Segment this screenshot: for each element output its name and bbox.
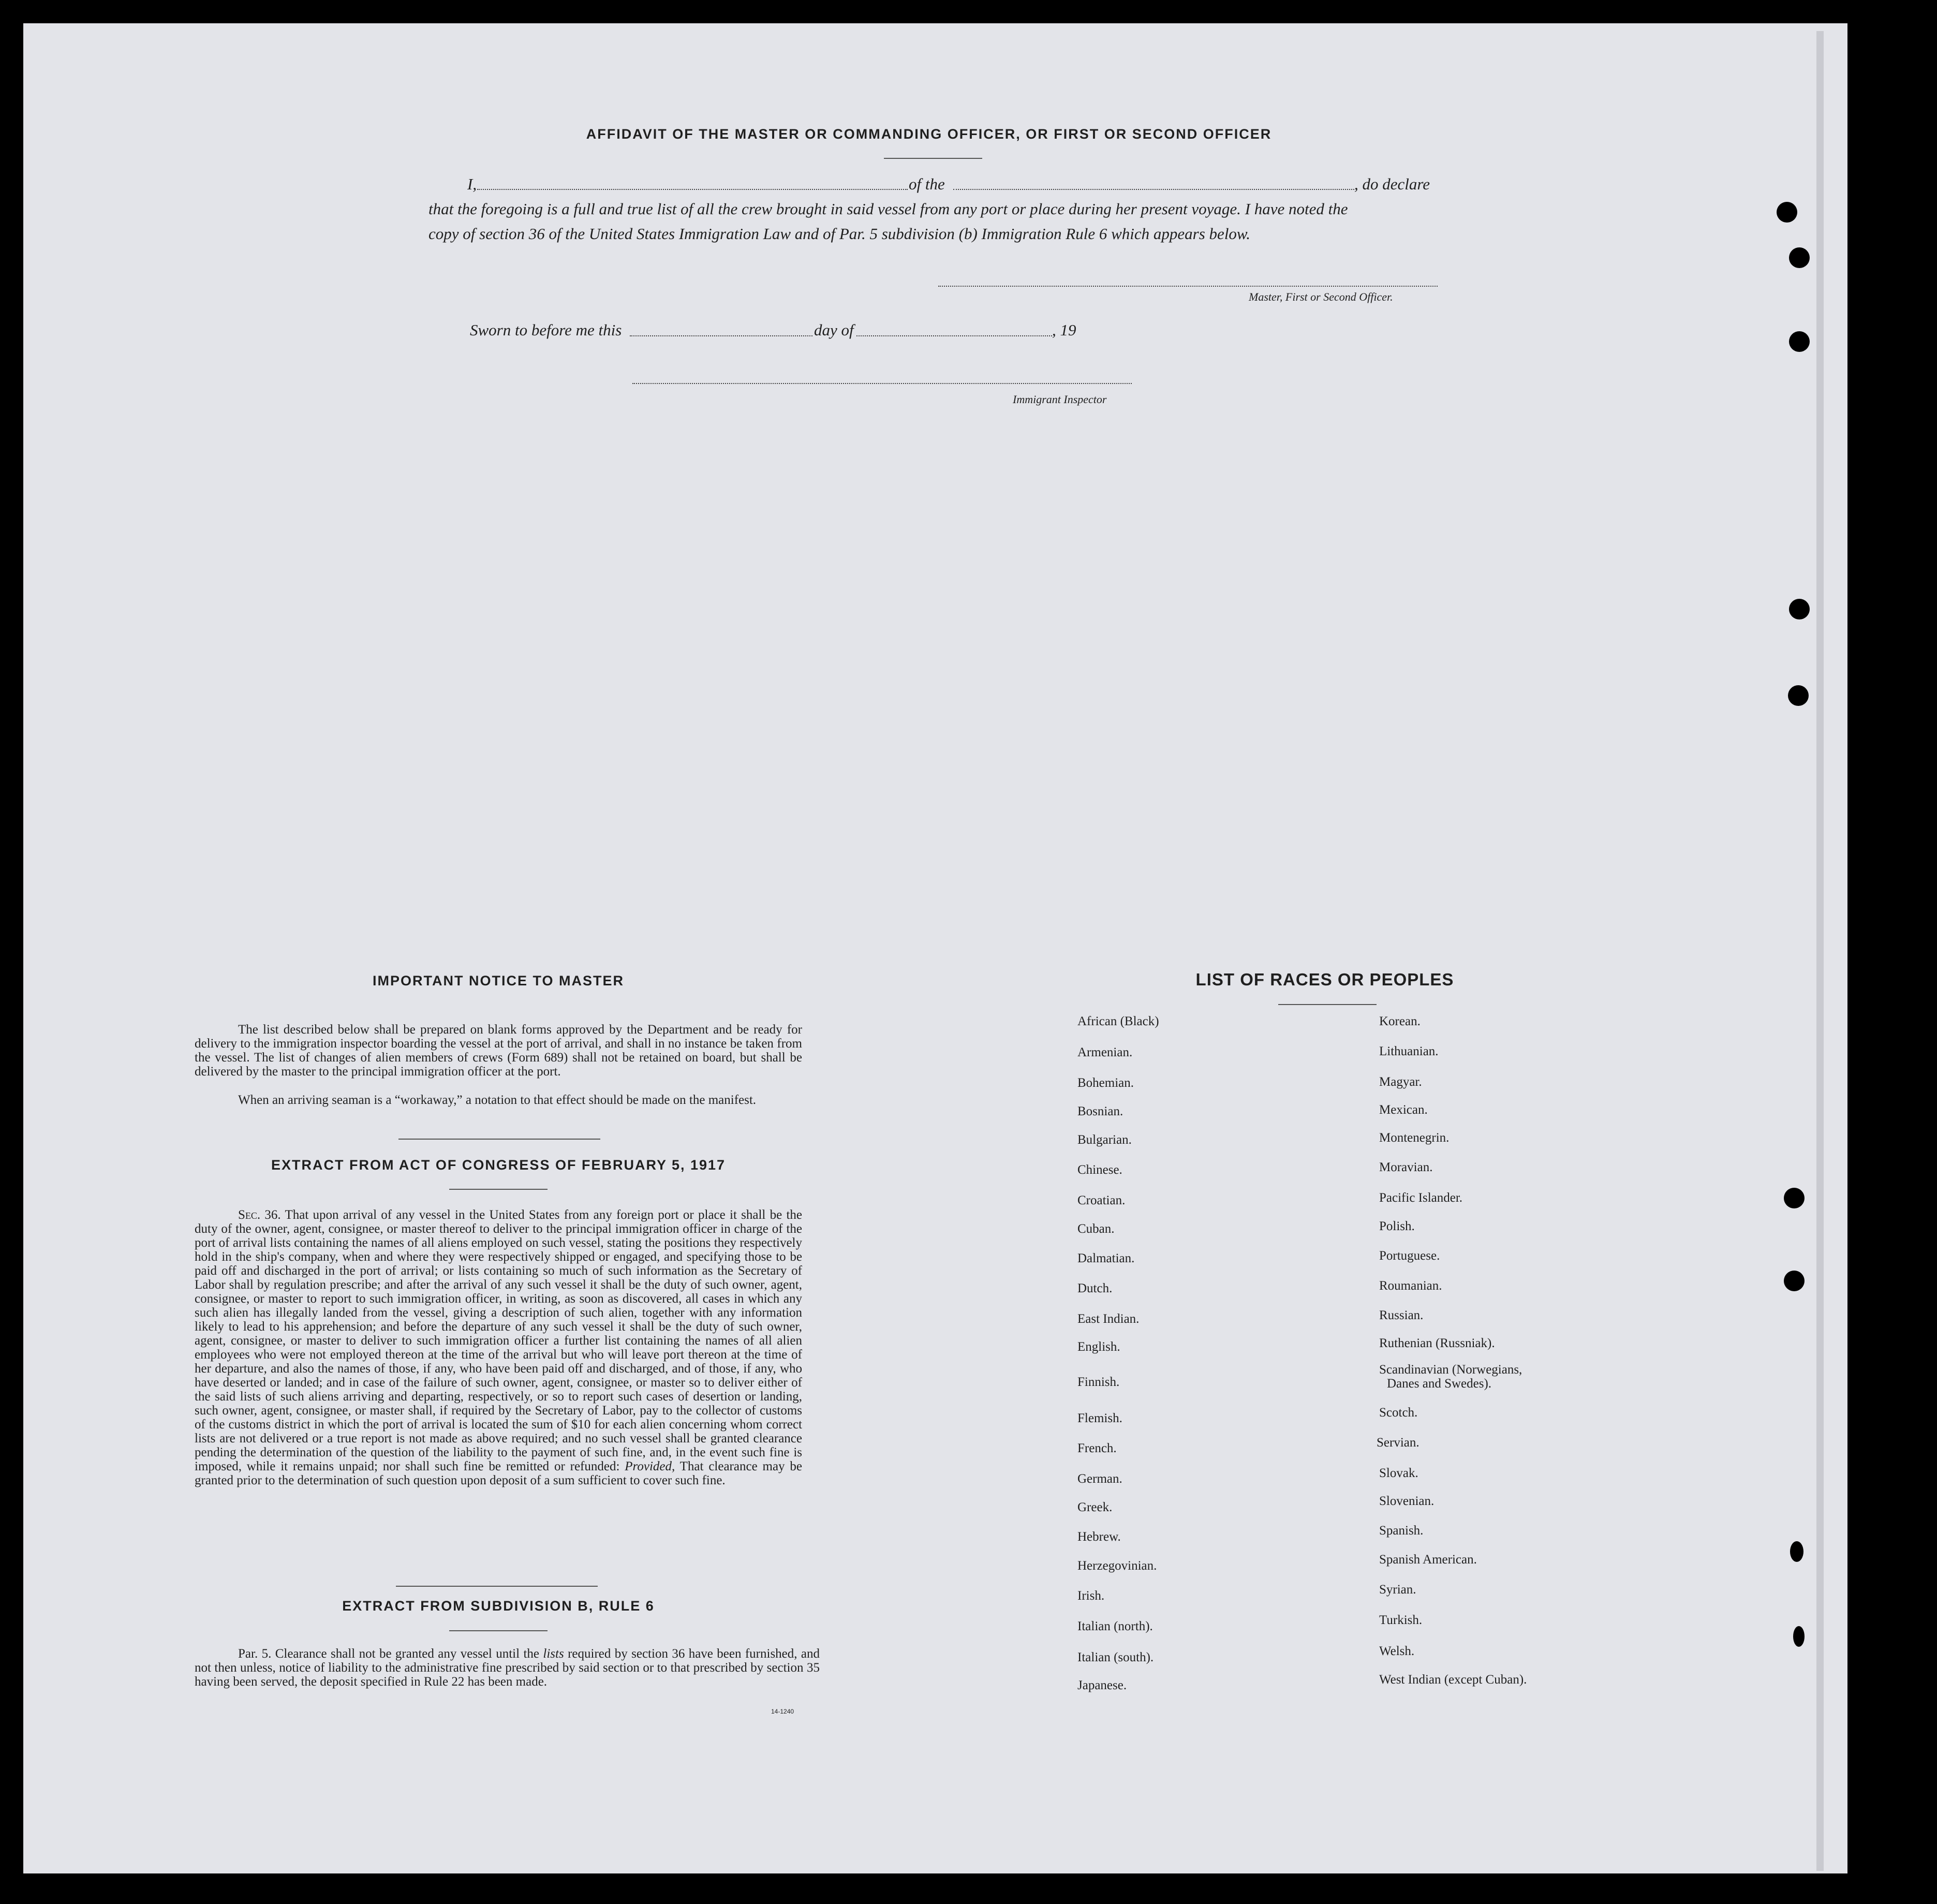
race-left-11: East Indian. — [1077, 1312, 1140, 1326]
form-number: 14-1240 — [771, 1708, 794, 1715]
punch-hole — [1788, 685, 1809, 706]
race-right-17: Slovak. — [1379, 1466, 1418, 1480]
affidavit-of-the-label: of the — [909, 175, 945, 193]
punch-hole — [1793, 1626, 1805, 1647]
race-left-13: Finnish. — [1077, 1375, 1120, 1389]
punch-hole — [1784, 1188, 1805, 1208]
race-right-6: Moravian. — [1379, 1160, 1433, 1174]
race-right-9: Portuguese. — [1379, 1249, 1440, 1263]
affidavit-i-label: I, — [467, 175, 477, 193]
notice-paragraph-2: When an arriving seaman is a “workaway,” a notation to that effect should be made on the manifest. — [238, 1093, 757, 1107]
race-left-1: African (Black) — [1077, 1014, 1159, 1028]
vessel-blank-line[interactable] — [953, 189, 1354, 190]
race-right-10: Roumanian. — [1379, 1279, 1442, 1293]
race-right-24: West Indian (except Cuban). — [1379, 1673, 1527, 1687]
affidavit-body-line-1: that the foregoing is a full and true list of all the crew brought in said vessel from any port or place during her present voyage. I have noted the — [428, 200, 1348, 218]
act-title: EXTRACT FROM ACT OF CONGRESS OF FEBRUARY 5, 1917 — [271, 1157, 726, 1173]
race-right-4: Mexican. — [1379, 1103, 1428, 1117]
race-left-18: Hebrew. — [1077, 1530, 1121, 1544]
act-body: That upon arrival of any vessel in the United States from any foreign port or place it shall be the duty of the owner, agent, consignee, or master thereof to deliver to the principal immigration officer in charge of the port of arrival lists containing the names of all aliens employed on such vessel, stating the positions they respectively hold in the ship's company, when and where they were respectively shipped or engaged, and specifying those to be paid off and discharged in the port of arrival; or lists containing so much of such information as the Secretary of Labor shall by regulation prescribe; and after the arrival of any such vessel it shall be the duty of such owner, agent, consignee, or master to report to such immigration officer, in writing, as soon as discovered, all cases in which any such alien has illegally landed from the vessel, giving a description of such alien, together with any information likely to lead to his apprehension; and before the departure of any such vessel it shall be the duty of such owner, agent, consignee, or master to deliver to such immigration officer a further list containing the names of all alien employees who were not employed thereon at the time of the arrival but who will leave port thereon at the time of her departure, and also the names of those, if any, who have been paid off and discharged, and of those, if any, who have deserted or landed; and in case of the failure of such owner, agent, consignee, or master so to deliver either of the said lists of such aliens arriving and departing, respectively, or so to report such cases of desertion or landing, such owner, agent, consignee, or master shall, if required by the Secretary of Labor, pay to the collector of customs of the customs district in which the port of arrival is located the sum of $10 for each alien concerning whom correct lists are not delivered or a true report is not made as above required; and no such vessel shall be granted clearance pending the determination of the question of the liability to the payment of such fine, and, in the event such fine is imposed, while it remains unpaid; nor shall such fine be remitted or refunded: — [195, 1208, 802, 1473]
race-left-10: Dutch. — [1077, 1281, 1113, 1295]
divider — [884, 158, 982, 159]
race-left-6: Chinese. — [1077, 1163, 1122, 1177]
race-right-8: Polish. — [1379, 1219, 1415, 1233]
race-left-12: English. — [1077, 1340, 1120, 1354]
race-left-2: Armenian. — [1077, 1045, 1133, 1059]
race-left-16: German. — [1077, 1472, 1122, 1486]
master-signature-caption: Master, First or Second Officer. — [1249, 290, 1393, 303]
race-left-5: Bulgarian. — [1077, 1133, 1132, 1147]
race-right-21: Syrian. — [1379, 1583, 1416, 1597]
divider — [398, 1139, 600, 1140]
race-right-3: Magyar. — [1379, 1075, 1422, 1089]
rule-text-end: required by section 36 have been furnished, and not then unless, notice of liability to the administrative fine prescribed by said section or to that prescribed by section 35 having been served, the deposit specified in Rule 22 has been made. — [195, 1647, 820, 1689]
race-left-9: Dalmatian. — [1077, 1251, 1135, 1265]
race-left-21: Italian (north). — [1077, 1619, 1153, 1633]
sworn-day-blank-line[interactable] — [630, 335, 812, 336]
affidavit-body-line-2: copy of section 36 of the United States Immigration Law and of Par. 5 subdivision (b) Immigration Rule 6 which appears below. — [428, 225, 1251, 243]
race-right-11: Russian. — [1379, 1308, 1424, 1322]
divider — [396, 1586, 598, 1587]
race-right-5: Montenegrin. — [1379, 1131, 1450, 1145]
race-right-14: Danes and Swedes). — [1387, 1377, 1492, 1391]
notice-title: IMPORTANT NOTICE TO MASTER — [373, 973, 624, 988]
race-right-1: Korean. — [1379, 1014, 1421, 1028]
year-label: , 19 — [1052, 321, 1076, 339]
race-left-7: Croatian. — [1077, 1193, 1126, 1207]
race-right-22: Turkish. — [1379, 1613, 1423, 1627]
race-right-18: Slovenian. — [1379, 1494, 1435, 1508]
race-left-4: Bosnian. — [1077, 1104, 1123, 1118]
sworn-month-blank-line[interactable] — [856, 335, 1052, 336]
race-left-15: French. — [1077, 1441, 1117, 1455]
name-blank-line[interactable] — [477, 189, 908, 190]
rule-text-start: Par. 5. Clearance shall not be granted any vessel until the — [238, 1647, 539, 1661]
race-right-16: Servian. — [1377, 1436, 1420, 1450]
race-left-3: Bohemian. — [1077, 1076, 1134, 1090]
punch-hole — [1789, 247, 1810, 268]
race-right-7: Pacific Islander. — [1379, 1191, 1463, 1205]
act-body-end: That clearance may be granted prior to the determination of such question upon deposit of a sum sufficient to cover such fine. — [195, 1459, 802, 1487]
punch-hole — [1789, 599, 1810, 619]
act-provided-label: Provided, — [625, 1459, 675, 1473]
race-left-22: Italian (south). — [1077, 1650, 1154, 1664]
page-edge — [1816, 31, 1824, 1871]
affidavit-title: AFFIDAVIT OF THE MASTER OR COMMANDING OFFICER, OR FIRST OR SECOND OFFICER — [586, 126, 1272, 142]
sworn-label: Sworn to before me this — [470, 321, 622, 339]
divider — [1278, 1004, 1377, 1005]
race-right-20: Spanish American. — [1379, 1553, 1477, 1567]
race-right-13: Scandinavian (Norwegians, — [1379, 1363, 1522, 1377]
race-right-19: Spanish. — [1379, 1524, 1424, 1538]
act-section-label: Sec. 36. — [238, 1208, 281, 1222]
punch-hole — [1790, 1541, 1803, 1562]
document-page — [23, 23, 1847, 1873]
divider — [449, 1189, 548, 1190]
affidavit-do-declare: , do declare — [1354, 175, 1430, 193]
race-left-20: Irish. — [1077, 1589, 1105, 1603]
race-right-12: Ruthenian (Russniak). — [1379, 1336, 1495, 1350]
punch-hole — [1777, 202, 1797, 223]
race-left-14: Flemish. — [1077, 1411, 1122, 1425]
inspector-signature-line[interactable] — [632, 383, 1132, 384]
rule-text — [195, 1647, 820, 1689]
act-section-text — [195, 1208, 802, 1487]
divider — [449, 1630, 548, 1631]
punch-hole — [1784, 1271, 1805, 1291]
notice-paragraph-1: The list described below shall be prepared on blank forms approved by the Department and be ready for delivery to the immigration inspector boarding the vessel at the port of arrival, and shall in no instance be taken from the vessel. The list of changes of alien members of crews (Form 689) shall not be retained on board, but shall be delivered by the master to the principal immigration officer at the port. — [195, 1023, 802, 1079]
race-left-8: Cuban. — [1077, 1222, 1115, 1236]
race-left-23: Japanese. — [1077, 1678, 1127, 1692]
day-of-label: day of — [814, 321, 854, 339]
race-right-2: Lithuanian. — [1379, 1044, 1439, 1058]
rule-lists-word: lists — [543, 1647, 564, 1661]
race-right-23: Welsh. — [1379, 1644, 1415, 1658]
race-left-17: Greek. — [1077, 1500, 1113, 1514]
races-title: LIST OF RACES OR PEOPLES — [1195, 970, 1454, 989]
race-left-19: Herzegovinian. — [1077, 1559, 1157, 1573]
inspector-caption: Immigrant Inspector — [1013, 393, 1107, 406]
race-right-15: Scotch. — [1379, 1406, 1418, 1420]
punch-hole — [1789, 331, 1810, 352]
master-signature-line[interactable] — [938, 286, 1438, 287]
rule-title: EXTRACT FROM SUBDIVISION B, RULE 6 — [342, 1598, 655, 1614]
